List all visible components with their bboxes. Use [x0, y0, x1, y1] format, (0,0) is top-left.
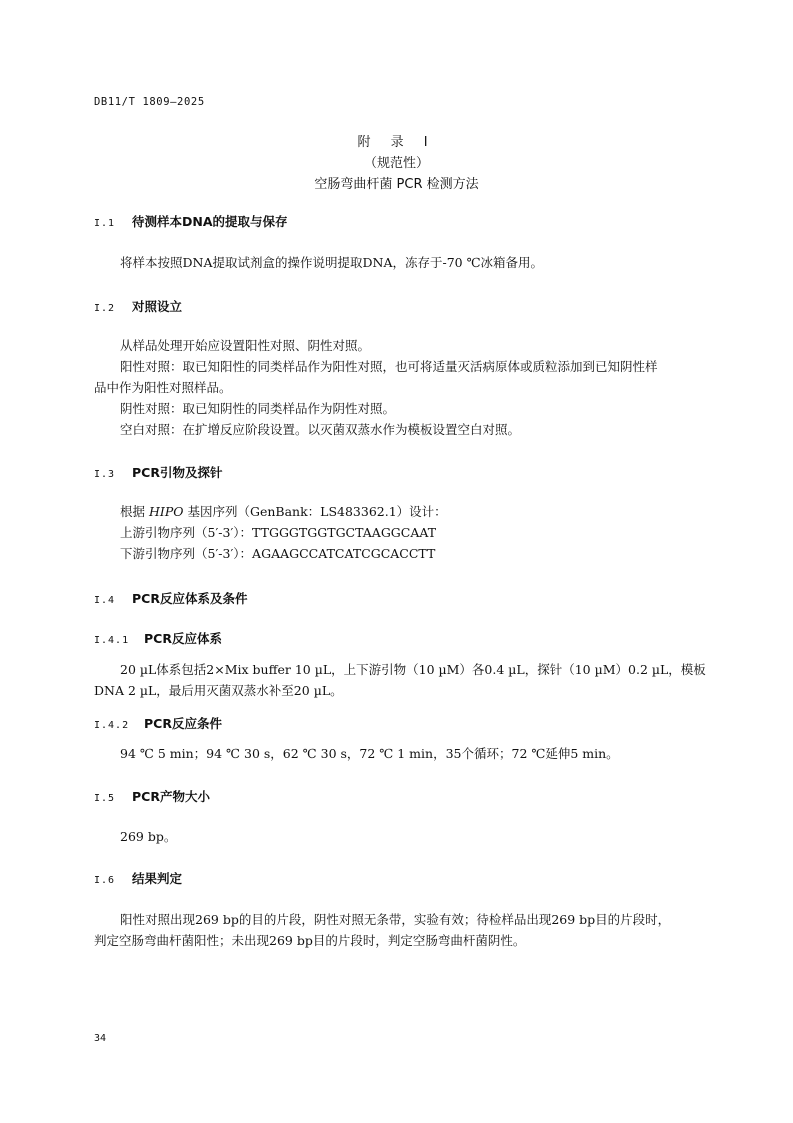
paragraph-i3 — [94, 501, 720, 564]
gene-name: HIPO — [148, 504, 184, 519]
standard-code: DB11/T 1809—2025 — [94, 96, 205, 108]
section-heading-i42 — [94, 714, 222, 732]
text-line — [94, 501, 720, 522]
paragraph-i1 — [94, 252, 720, 273]
section-title: PCR反应条件 — [144, 716, 222, 731]
section-title: PCR反应体系及条件 — [132, 591, 248, 606]
text-line: 判定空肠弯曲杆菌阳性；未出现269 bp目的片段时，判定空肠弯曲杆菌阴性。 — [94, 933, 526, 948]
text-fragment: 基因序列（GenBank：LS483362.1）设计： — [183, 504, 447, 519]
section-heading-i6 — [94, 869, 182, 887]
appendix-title: 空肠弯曲杆菌 PCR 检测方法 — [314, 177, 479, 192]
section-number: I.5 — [94, 793, 116, 804]
section-heading-i3 — [94, 463, 222, 481]
text-line: 阴性对照：取已知阴性的同类样品作为阴性对照。 — [120, 401, 396, 416]
section-heading-i2 — [94, 297, 182, 315]
text-line: 阳性对照：取已知阳性的同类样品作为阳性对照，也可将适量灭活病原体或质粒添加到已知阴性样 — [120, 359, 658, 374]
paragraph-i41 — [94, 659, 720, 701]
text-line: 品中作为阳性对照样品。 — [94, 380, 232, 395]
reverse-primer-line: 下游引物序列（5′-3′）：AGAAGCCATCATCGCACCTT — [120, 546, 436, 561]
section-heading-i4 — [94, 589, 247, 607]
appendix-type: （规范性） — [363, 156, 429, 171]
section-number: I.3 — [94, 469, 116, 480]
text-line: 269 bp。 — [120, 829, 177, 844]
paragraph-i6 — [94, 909, 720, 951]
section-heading-i41 — [94, 629, 222, 647]
text-line: 从样品处理开始应设置阳性对照、阴性对照。 — [120, 338, 371, 353]
paragraph-i5 — [94, 826, 720, 847]
section-number: I.6 — [94, 875, 116, 886]
text-line: 空白对照：在扩增反应阶段设置。以灭菌双蒸水作为模板设置空白对照。 — [120, 422, 521, 437]
text-line: 阳性对照出现269 bp的目的片段，阴性对照无条带，实验有效；待检样品出现269 bp目的片段时， — [120, 912, 671, 927]
section-number: I.4.1 — [94, 635, 130, 646]
section-heading-i1 — [94, 212, 288, 230]
text-line: DNA 2 µL，最后用灭菌双蒸水补至20 µL。 — [94, 683, 343, 698]
section-title: 对照设立 — [132, 299, 183, 314]
text-fragment: 根据 — [120, 504, 149, 519]
section-number: I.4 — [94, 595, 116, 606]
text-line: 将样本按照DNA提取试剂盒的操作说明提取DNA，冻存于-70 ℃冰箱备用。 — [120, 255, 544, 270]
section-title: PCR引物及探针 — [132, 465, 223, 480]
paragraph-i42 — [94, 743, 720, 764]
section-number: I.1 — [94, 218, 116, 229]
section-title: PCR产物大小 — [132, 789, 210, 804]
section-heading-i5 — [94, 787, 210, 805]
text-line: 94 ℃ 5 min；94 ℃ 30 s，62 ℃ 30 s，72 ℃ 1 min，35个循环；72 ℃延伸5 min。 — [120, 746, 619, 761]
section-title: 结果判定 — [132, 871, 183, 886]
forward-primer-line: 上游引物序列（5′-3′）：TTGGGTGGTGCTAAGGCAAT — [120, 525, 437, 540]
appendix-label: 附 录 I — [357, 135, 436, 150]
page-number: 34 — [94, 1033, 107, 1044]
section-number: I.4.2 — [94, 720, 130, 731]
section-title: PCR反应体系 — [144, 631, 222, 646]
section-title: 待测样本DNA的提取与保存 — [132, 214, 288, 229]
section-number: I.2 — [94, 303, 116, 314]
paragraph-i2 — [94, 335, 720, 440]
text-line: 20 µL体系包括2×Mix buffer 10 µL，上下游引物（10 µM）各0.4 µL，探针（10 µM）0.2 µL，模板 — [120, 662, 706, 677]
